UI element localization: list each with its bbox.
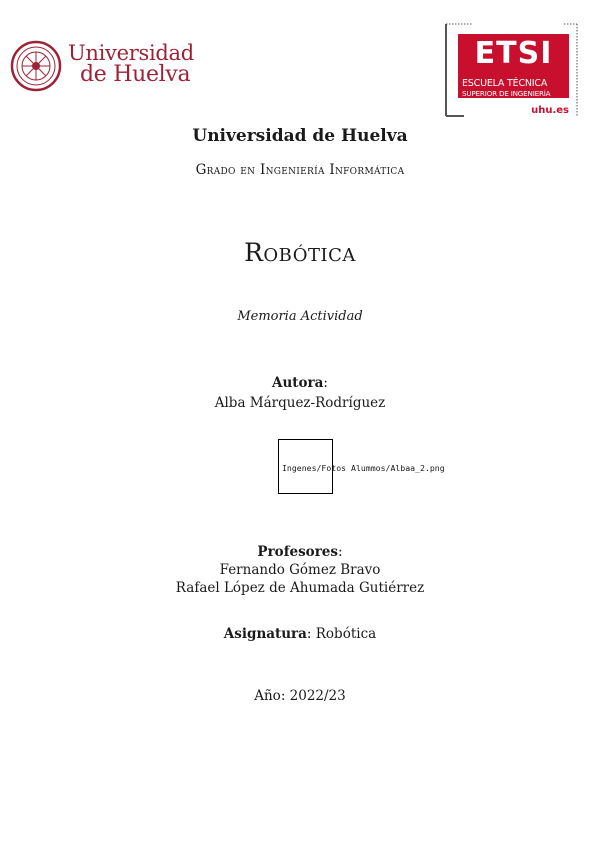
- year-line: [0, 688, 600, 704]
- professors-colon: :: [338, 544, 343, 560]
- professor-name-2: Rafael López de Ahumada Gutiérrez: [175, 580, 425, 596]
- year-label: Año: [254, 688, 281, 704]
- document-title: Robótica: [244, 238, 356, 267]
- author-name: Alba Márquez-Rodríguez: [214, 395, 386, 411]
- degree-name: Grado en Ingeniería Informática: [195, 162, 405, 178]
- etsi-line2: SUPERIOR DE INGENIERÍA: [462, 89, 551, 98]
- photo-path: Ingenes/Fotos Alummos/Albaa_2.png: [282, 463, 445, 473]
- author-label-line: [0, 375, 600, 391]
- professors-label: Profesores: [257, 544, 338, 560]
- year-value: 2022/23: [289, 688, 346, 704]
- document-subtitle: Memoria Actividad: [237, 309, 363, 324]
- university-logo-line2: de Huelva: [80, 62, 191, 87]
- professors-label-line: [0, 544, 600, 560]
- etsi-badge: [458, 34, 569, 98]
- etsi-domain: uhu.es: [531, 105, 569, 116]
- university-seal-icon: [10, 40, 62, 92]
- subject-label: Asignatura: [223, 626, 307, 642]
- author-label: Autora: [272, 375, 324, 391]
- institution-name: Universidad de Huelva: [192, 126, 408, 146]
- university-logo: [10, 40, 194, 96]
- author-colon: :: [323, 375, 328, 391]
- professor-name-1: Fernando Gómez Bravo: [219, 562, 381, 578]
- subject-colon: :: [306, 626, 316, 642]
- subject-value: Robótica: [315, 626, 377, 642]
- university-logo-line1: Universidad: [68, 41, 194, 65]
- year-colon: :: [280, 688, 290, 704]
- etsi-logo: [444, 22, 579, 118]
- subject-line: [0, 626, 600, 642]
- etsi-line1: ESCUELA TÉCNICA: [462, 78, 548, 89]
- etsi-title: ETSI: [474, 36, 553, 71]
